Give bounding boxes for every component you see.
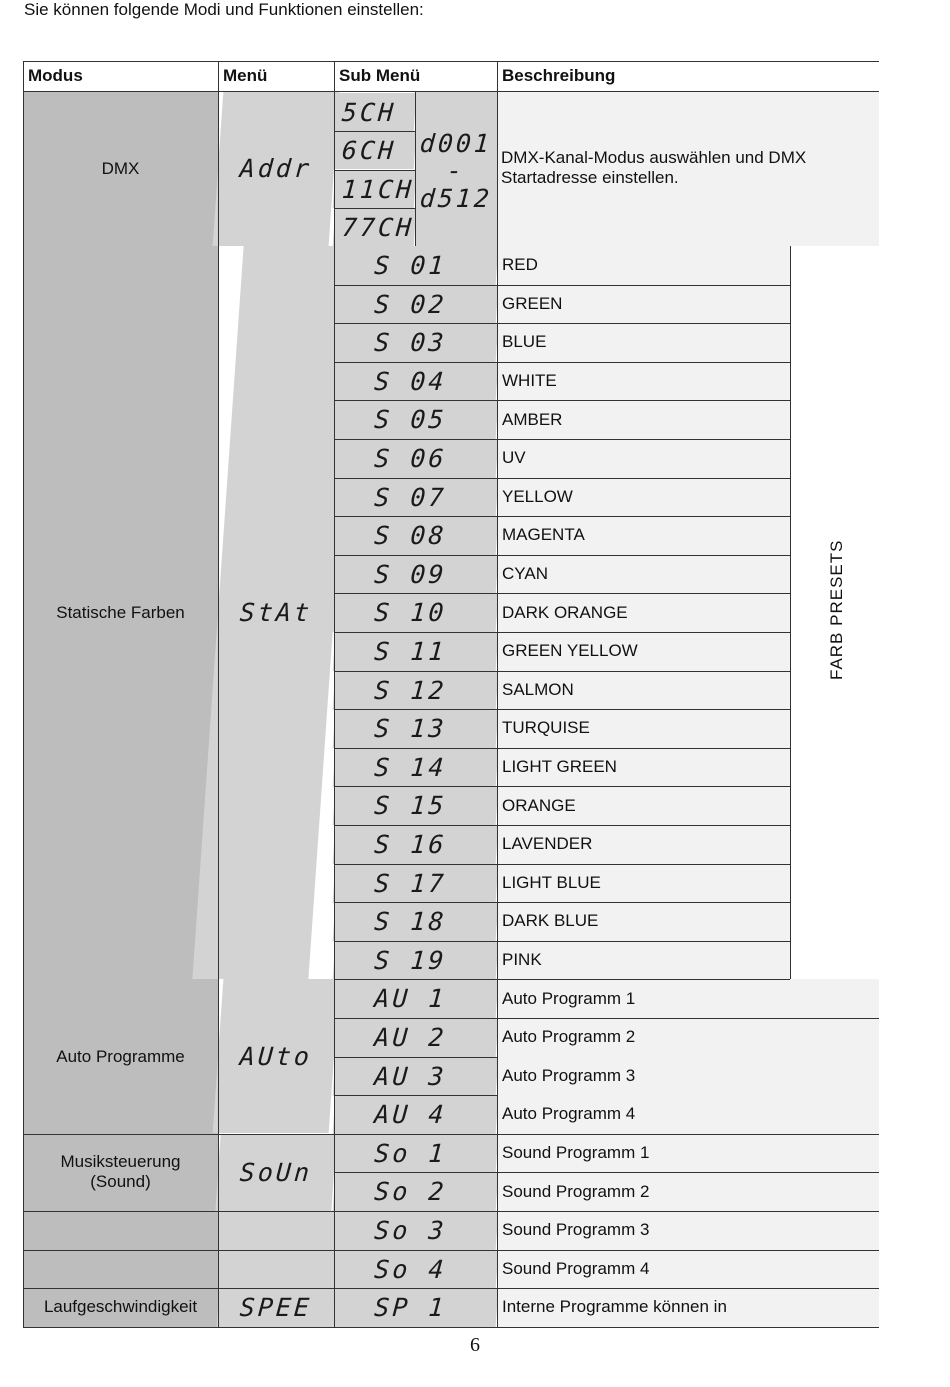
table-rule <box>334 285 790 286</box>
sound-menu-empty <box>218 1211 334 1250</box>
dmx-mode-cell: DMX <box>23 91 218 246</box>
sound-program-label: Sound Programm 4 <box>497 1250 879 1289</box>
speed-program-code: SP 1 <box>333 1288 499 1327</box>
sound-mode-empty <box>23 1250 218 1289</box>
sound-program-code: So 4 <box>333 1250 499 1289</box>
color-preset-label: PINK <box>497 941 790 980</box>
color-preset-code: S 09 <box>333 555 499 594</box>
auto-mode-cell: Auto Programme <box>23 979 218 1133</box>
color-preset-label: DARK ORANGE <box>497 593 790 632</box>
table-rule <box>415 91 416 246</box>
color-preset-label: LIGHT BLUE <box>497 864 790 903</box>
page-number: 6 <box>470 1334 480 1356</box>
dmx-description: DMX-Kanal-Modus auswählen und DMX Startadresse einstellen. <box>501 148 807 187</box>
table-rule <box>23 1288 879 1289</box>
sound-program-label: Sound Programm 3 <box>497 1211 879 1250</box>
sound-program-code: So 2 <box>333 1172 499 1211</box>
table-rule <box>23 1211 879 1212</box>
table-rule <box>334 170 415 171</box>
color-preset-code: S 04 <box>333 362 499 401</box>
auto-program-label: Auto Programm 1 <box>497 979 879 1018</box>
table-rule <box>23 61 24 1327</box>
color-preset-code: S 13 <box>333 709 499 748</box>
table-rule <box>497 1018 879 1019</box>
sound-mode-cell: Musiksteuerung (Sound) <box>23 1134 218 1211</box>
sound-menu-code: SoUn <box>215 1134 336 1211</box>
color-preset-code: S 01 <box>333 246 499 285</box>
table-rule <box>334 323 790 324</box>
dmx-channel-mode: 6CH <box>333 131 417 169</box>
dmx-menu-code: Addr <box>213 91 340 246</box>
table-rule <box>334 400 790 401</box>
table-rule <box>334 131 415 132</box>
sound-program-label: Sound Programm 1 <box>497 1134 879 1173</box>
static-mode-cell: Statische Farben <box>23 246 218 979</box>
table-rule <box>23 61 879 62</box>
table-rule <box>334 593 790 594</box>
color-preset-code: S 05 <box>333 400 499 439</box>
color-preset-code: S 17 <box>333 864 499 903</box>
color-preset-code: S 18 <box>333 902 499 941</box>
header-submenu: Sub Menü <box>339 66 421 85</box>
dmx-address-from: d001 <box>418 128 494 158</box>
header-beschreibung: Beschreibung <box>502 66 616 85</box>
table-rule <box>334 478 790 479</box>
table-rule <box>334 1057 497 1058</box>
farb-presets-label: FARB PRESETS <box>827 539 846 680</box>
color-preset-label: CYAN <box>497 555 790 594</box>
color-preset-label: UV <box>497 439 790 478</box>
color-preset-code: S 08 <box>333 516 499 555</box>
table-rule <box>334 1172 879 1173</box>
auto-program-label: Auto Programm 4 <box>497 1095 879 1134</box>
table-rule <box>334 555 790 556</box>
auto-program-code: AU 4 <box>333 1095 499 1134</box>
auto-menu-code: AUto <box>213 979 340 1133</box>
sound-program-label: Sound Programm 2 <box>497 1172 879 1211</box>
table-rule <box>334 516 790 517</box>
color-preset-label: SALMON <box>497 671 790 710</box>
auto-program-label: Auto Programm 3 <box>497 1057 879 1096</box>
table-rule <box>790 246 791 979</box>
color-preset-label: GREEN YELLOW <box>497 632 790 671</box>
color-preset-label: YELLOW <box>497 478 790 517</box>
table-rule <box>334 362 790 363</box>
table-rule <box>23 1250 879 1251</box>
dmx-address-to: d512 <box>418 183 494 213</box>
header-modus: Modus <box>28 66 83 85</box>
color-preset-label: AMBER <box>497 400 790 439</box>
sound-program-code: So 3 <box>333 1211 499 1250</box>
color-preset-code: S 10 <box>333 593 499 632</box>
color-preset-label: LAVENDER <box>497 825 790 864</box>
color-preset-label: DARK BLUE <box>497 902 790 941</box>
table-rule <box>497 61 498 1327</box>
table-rule <box>334 671 790 672</box>
color-preset-label: LIGHT GREEN <box>497 748 790 787</box>
intro-text: Sie können folgende Modi und Funktionen einstellen: <box>24 0 424 19</box>
table-rule <box>334 709 790 710</box>
sound-mode-empty <box>23 1211 218 1250</box>
speed-menu-code: SPEE <box>217 1288 336 1327</box>
color-preset-code: S 11 <box>333 632 499 671</box>
static-menu-code: StAt <box>192 246 359 979</box>
speed-mode-cell: Laufgeschwindigkeit <box>23 1288 218 1327</box>
color-preset-code: S 03 <box>333 323 499 362</box>
header-menu: Menü <box>223 66 268 85</box>
color-preset-label: RED <box>497 246 790 285</box>
color-preset-code: S 02 <box>333 285 499 324</box>
color-preset-code: S 07 <box>333 478 499 517</box>
color-preset-code: S 19 <box>333 941 499 980</box>
table-rule <box>334 786 790 787</box>
table-rule <box>23 1134 879 1135</box>
table-rule <box>334 439 790 440</box>
color-preset-code: S 15 <box>333 786 499 825</box>
sound-menu-empty <box>218 1250 334 1289</box>
table-rule <box>334 208 415 209</box>
table-rule <box>334 61 335 1327</box>
color-preset-code: S 16 <box>333 825 499 864</box>
table-rule <box>334 1095 497 1096</box>
table-rule <box>334 748 790 749</box>
table-rule <box>334 902 790 903</box>
color-preset-label: TURQUISE <box>497 709 790 748</box>
dmx-channel-mode: 5CH <box>333 93 417 131</box>
color-preset-label: WHITE <box>497 362 790 401</box>
table-rule <box>334 1018 497 1019</box>
color-preset-label: GREEN <box>497 285 790 324</box>
sound-program-code: So 1 <box>333 1134 499 1173</box>
dmx-channel-mode: 77CH <box>333 208 417 246</box>
color-preset-label: BLUE <box>497 323 790 362</box>
table-rule <box>23 1327 879 1328</box>
table-rule <box>334 941 790 942</box>
auto-program-code: AU 1 <box>333 979 499 1018</box>
speed-program-label: Interne Programme können in <box>497 1288 879 1327</box>
table-rule <box>334 979 790 980</box>
color-preset-label: ORANGE <box>497 786 790 825</box>
table-rule <box>334 864 790 865</box>
dmx-address-separator: - <box>445 155 467 185</box>
color-preset-code: S 06 <box>333 439 499 478</box>
table-rule <box>23 91 879 92</box>
auto-program-code: AU 3 <box>333 1057 499 1096</box>
color-preset-label: MAGENTA <box>497 516 790 555</box>
color-preset-code: S 14 <box>333 748 499 787</box>
auto-program-label: Auto Programm 2 <box>497 1018 879 1057</box>
dmx-channel-mode: 11CH <box>333 170 417 208</box>
auto-program-code: AU 2 <box>333 1018 499 1057</box>
table-rule <box>334 825 790 826</box>
table-rule <box>334 632 790 633</box>
table-rule <box>218 61 219 1327</box>
color-preset-code: S 12 <box>333 671 499 710</box>
